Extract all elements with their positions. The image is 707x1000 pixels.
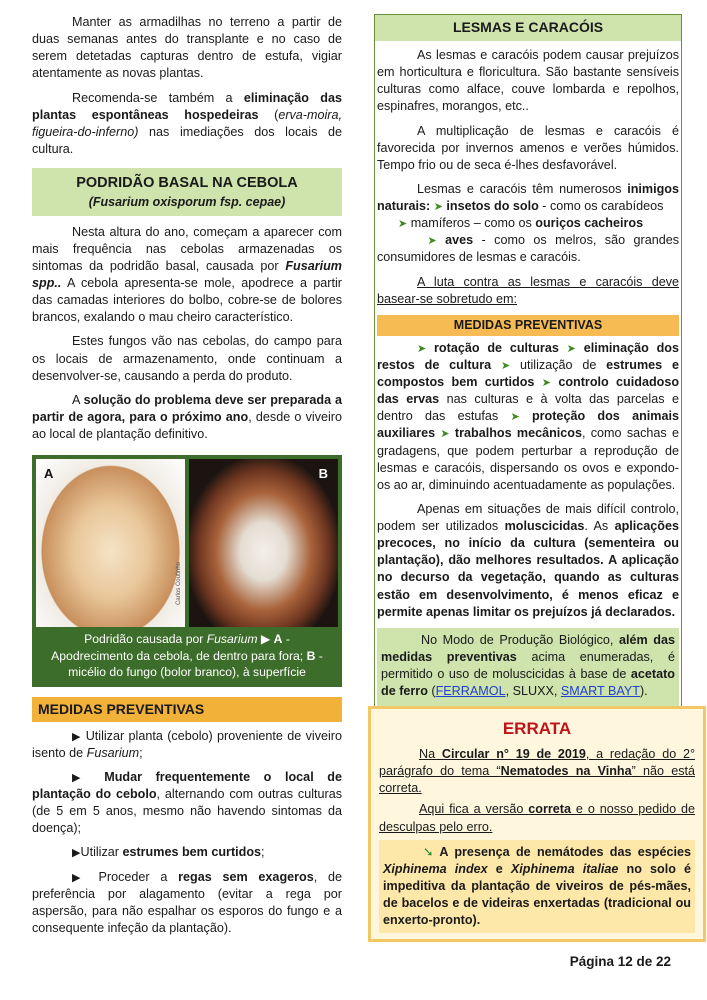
text: ). [639,684,648,699]
italic-text: erva-moira, figueira-do-inferno) [32,107,342,139]
text: Recomenda-se também a [72,90,244,105]
bold-text: trabalhos mecânicos [454,426,582,441]
chevron-right-icon: ➤ [427,235,437,248]
text: A presença de nemátodes das espécies [439,844,691,859]
lesmas-paragraph-1: As lesmas e caracóis podem causar prejuízos em horticultura e floricultura. São bastante sensíveis culturas como alface, couve lombarda e repolhos, espinafres, morangos, etc.. [377,48,679,114]
paragraph-sintomas [32,224,342,327]
figure-caption [36,627,338,682]
bold-text: A [273,632,283,647]
text: , SLUXX, [505,684,561,699]
chevron-right-icon: ➤ [566,342,576,355]
lesmas-paragraph-2: A multiplicação de lesmas e caracóis é favorecida por invernos amenos e verões húmidos. Tempo frio ou de seca é-lhes desfavorável. [377,123,679,172]
text: , como sachas e gradagens, que podem perturbar a reprodução de lesmas e caracóis, dispersando os ovos e expondo-os ao ar, diminuindo acentuadamente as populações. [377,426,679,492]
section-header-podridao [32,168,342,216]
bold-text: regas sem exageros [178,869,314,884]
bold-text: estrumes e compostos bem curtidos [377,357,680,390]
bold-text: Circular n° 19 de 2019 [441,747,586,762]
bold-text: proteção dos animais auxiliares [377,409,679,441]
text: no solo é impeditiva da plantação de viveiros de pés-mães, de bacelos e de videiras enxertadas (tradicional ou enxerto-pronto). [383,861,691,928]
chevron-right-icon: ➤ [440,428,450,441]
onion-photo-b [189,459,338,627]
medidas-header-left: MEDIDAS PREVENTIVAS [32,697,342,722]
paragraph-solucao [32,392,342,443]
page-number: Página 12 de 22 [569,954,671,969]
chevron-right-icon: ➤ [417,342,427,355]
lesmas-medidas-list [377,340,679,494]
bio-paragraph [381,632,675,701]
medida-1 [32,728,342,762]
text: ” não está correta. [379,764,695,796]
errata-box [368,706,706,942]
italic-text: Fusarium [86,745,140,760]
italic-text: Xiphinema italiae [510,861,619,876]
text: , a redação do 2° parágrafo do tema “ [379,747,695,779]
triangle-icon: ▶ [72,847,81,860]
bold-text: insetos do solo [446,199,539,214]
bold-text: aves [445,233,474,248]
text: Na [419,747,442,762]
text: , alternando com outras culturas (de 5 em 5 anos, mesmo não havendo sintomas da doença); [32,787,343,836]
text: nas imediações dos locais de cultura. [32,124,342,156]
lesmas-paragraph-moluscicidas [377,501,679,621]
chevron-right-icon: ➤ [500,359,511,372]
bio-box [377,628,679,707]
italic-text: Xiphinema index [383,861,488,876]
errata-paragraph-1 [379,746,695,797]
triangle-icon: ▶ [72,871,88,884]
chevron-right-icon: ➤ [433,201,443,214]
paragraph-fungos: Estes fungos vão nas cebolas, do campo para os locais de armazenamento, onde continuam a desenvolver-se, causando a perda do produto. [32,334,342,383]
lesmas-title: LESMAS E CARACÓIS [375,15,681,41]
text: Proceder a [98,869,179,884]
text: Apenas em situações de mais difícil controlo, podem ser utilizados [377,501,679,534]
chevron-right-icon: ➤ [541,377,551,390]
text: Nesta altura do ano, começam a aparecer com mais frequência nas cebolas armazenadas os sintomas da podridão basal, causada por [32,224,342,273]
bold-text: eliminação dos restos de cultura [377,340,679,372]
text: ( [427,684,436,699]
bold-text: solução do problema deve ser preparada a partir de agora, para o próximo ano [32,392,342,424]
triangle-icon: ▶ [72,730,82,743]
bold-text: correta [528,802,571,817]
bold-text: além das medidas preventivas [381,632,675,664]
smart-bayt-link[interactable]: SMART BAYT [560,684,640,699]
bold-text: moluscicidas [504,519,585,534]
text: acima enumeradas, é permitido o uso de moluscicidas à base de [381,649,675,682]
text: A cebola apresenta-se mole, apodrece a partir das camadas interiores do bolbo, cobre-se de bolores brancos, exalando o mau cheiro característico. [32,276,342,325]
left-column [32,14,342,944]
photo-label-b: B [318,466,328,482]
triangle-icon: ▶ [72,771,91,784]
text: utilização de [510,357,607,372]
photo-label-a: A [44,466,54,482]
text: ; [261,845,265,860]
lesmas-box [374,14,682,709]
bold-text: B [306,648,316,663]
lesmas-paragraph-inimigos [377,181,679,267]
onion-figure [32,455,342,686]
text: - micélio do fungo (bolor branco), à superfície [68,648,323,680]
triangle-icon: ▶ [257,632,274,647]
arrow-down-right-icon: ➘ [423,844,434,859]
errata-note [379,840,695,934]
text: ( [258,107,279,122]
text: - como os carabídeos [538,199,664,214]
errata-note-paragraph [383,844,691,930]
ferramol-link[interactable]: FERRAMOL [435,684,506,699]
intro-paragraph-1: Manter as armadilhas no terreno a partir de duas semanas antes do transplante e no caso de serem detetadas capturas dentro de estufa, vigiar atentamente as novas plantas. [32,15,342,81]
bold-text: eliminação das plantas espontâneas hospedeiras [32,90,342,122]
photo-row [36,459,338,627]
bold-text: acetato de ferro [381,667,675,699]
bold-italic-text: Fusarium spp.. [32,258,342,291]
bold-text: controlo cuidadoso das ervas [377,375,680,407]
right-column [374,14,682,709]
section-title: PODRIDÃO BASAL NA CEBOLA [76,175,298,191]
onion-photo-a [36,459,185,627]
text: mamíferos – como os [407,216,536,231]
text: Aqui fica a versão [419,802,529,817]
text: , de preferência por alagamento (evitar a rega por aspersão, para não espalhar os esporos do fungo e a consequente infeção da plantação). [32,869,343,935]
text: Utilizar [80,845,123,860]
text: - como os melros, são grandes consumidores de lesmas e caracóis. [377,233,680,265]
bold-text: inimigos naturais: [377,181,679,214]
intro-paragraph-2 [32,90,342,159]
medidas-header-right: MEDIDAS PREVENTIVAS [377,315,679,336]
bold-text: Mudar frequentemente o local de plantação do cebolo [32,769,342,802]
text: nas culturas e à volta das parcelas e dentro das estufas [377,392,679,424]
bold-text: aplicações precoces, no início da cultura (sementeira ou plantação), dão melhores resultados. A aplicação no decurso da vegetação, quando as culturas estão em desenvolvimento, é menos eficaz e permite apenas limitar os prejuízos já declarados. [377,519,679,619]
errata-title: ERRATA [502,719,572,738]
text: Podridão causada por [84,632,207,647]
chevron-right-icon: ➤ [398,218,408,231]
italic-text: Fusarium [206,632,258,647]
medida-3 [32,844,342,861]
bold-text: Nematodes na Vinha [500,764,632,779]
medida-2 [32,769,342,838]
text: ; [139,745,143,760]
bold-text: estrumes bem curtidos [122,845,262,860]
bold-text: ouriços cacheiros [535,216,644,231]
errata-paragraph-2 [379,801,695,835]
text: Lesmas e caracóis têm numerosos [417,181,628,196]
text: e o nosso pedido de desculpas pelo erro. [379,802,696,834]
lesmas-body [375,41,681,708]
text: Utilizar planta (cebolo) proveniente de viveiro isento de [32,728,342,760]
text: . As [584,519,615,534]
text: , desde o viveiro ao local de plantação definitivo. [32,409,342,442]
section-subtitle: (Fusarium oxisporum fsp. cepae) [88,194,286,209]
chevron-right-icon: ➤ [510,411,520,424]
medida-4 [32,869,342,938]
photo-credit: Carlos Coutinho [175,562,182,606]
lesmas-paragraph-luta: A luta contra as lesmas e caracóis deve basear-se sobretudo em: [377,274,679,306]
text: e [487,861,511,876]
text: A [72,392,84,407]
bold-text: rotação de culturas [434,340,559,355]
text: - Apodrecimento da cebola, de dentro para fora; [51,632,307,663]
text: No Modo de Produção Biológico, [421,632,620,647]
